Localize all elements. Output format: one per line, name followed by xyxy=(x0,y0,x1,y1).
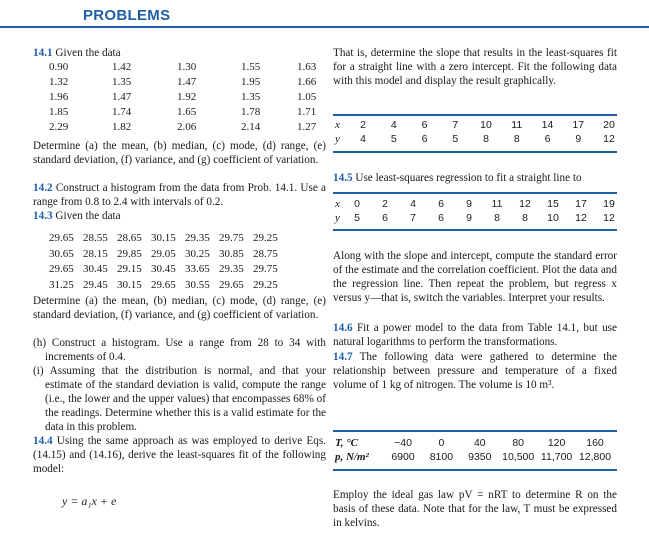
data-value: 28.75 xyxy=(253,247,278,260)
data-value: 29.35 xyxy=(219,263,244,275)
data-value: 29.15 xyxy=(117,263,142,275)
table-cell: 11,700 xyxy=(540,451,573,463)
data-value: 30.45 xyxy=(83,263,108,275)
data-value: 1.30 xyxy=(177,61,197,73)
problem-text: Use least-squares regression to fit a straight line to xyxy=(355,172,582,184)
data-value: 29.25 xyxy=(253,278,278,291)
table-cell: 8 xyxy=(513,133,520,145)
table-cell: 11 xyxy=(491,198,503,210)
data-value: 1.96 xyxy=(49,91,69,103)
problem-text: Construct a histogram from the data from Prob. 14.1. Use a range from 0.8 to 2.4 with intervals of 0.2. xyxy=(33,182,326,208)
table-cell: 160 xyxy=(586,437,604,449)
table-cell: 9 xyxy=(575,133,582,145)
data-value: 29.65 xyxy=(49,263,74,275)
table-rule-top xyxy=(333,430,617,432)
data-value: 1.05 xyxy=(297,91,317,103)
data-value: 28.65 xyxy=(117,232,142,244)
problem-14-6 xyxy=(333,321,617,349)
data-value: 1.55 xyxy=(241,61,261,73)
problem-14-1-intro xyxy=(33,46,326,60)
table-cell: 15 xyxy=(547,198,559,210)
problem-number: 14.4 xyxy=(33,435,53,447)
data-value: 33.65 xyxy=(185,263,210,275)
data-value: 30.15 xyxy=(117,278,142,291)
problem-14-4-data-table xyxy=(333,119,617,149)
data-value: 1.82 xyxy=(112,121,132,133)
data-value: 30.85 xyxy=(219,247,244,260)
data-value: 1.78 xyxy=(241,106,261,118)
data-value: 29.45 xyxy=(83,278,108,291)
data-value: 1.85 xyxy=(49,106,69,118)
table-cell: 40 xyxy=(473,437,486,449)
table-cell: 14 xyxy=(541,119,554,131)
table-cell: 12 xyxy=(603,133,615,145)
problem-14-5-after: Along with the slope and intercept, compute the standard error of the estimate and the correlation coefficient. Plot the data and the regression line. Then repeat the problem, but regress x versus y—that is, switch the variables. Interpret your results. xyxy=(333,250,617,304)
problem-number: 14.1 xyxy=(33,47,53,59)
data-value: 30.45 xyxy=(151,263,176,275)
table-cell: 10,500 xyxy=(502,451,535,463)
row-label: x xyxy=(335,119,340,131)
problem-text: Fit a power model to the data from Table 14.1, but use natural logarithms to perform the transformations. xyxy=(333,322,617,348)
problem-14-3-text: Determine (a) the mean, (b) median, (c) mode, (d) range, (e) standard deviation, (f) variance, and (g) coefficient of variation. xyxy=(33,295,326,321)
table-cell: 4 xyxy=(390,119,397,131)
problem-14-2 xyxy=(33,181,326,209)
row-label: x xyxy=(335,198,340,210)
problem-14-4 xyxy=(33,434,326,476)
table-cell: 80 xyxy=(512,437,525,449)
problem-14-3-intro xyxy=(33,209,326,223)
problem-14-4-continued: That is, determine the slope that results in the least-squares fit for a straight line with a zero intercept. Fit the following data with this model and display the result graphically. xyxy=(333,47,617,87)
data-value: 30.55 xyxy=(185,278,210,291)
table-rule-bottom xyxy=(333,151,617,153)
data-value: 29.65 xyxy=(151,278,176,291)
table-cell: 8 xyxy=(483,133,489,145)
table-cell: 20 xyxy=(603,119,615,131)
data-value: 29.65 xyxy=(219,278,244,291)
table-cell: 7 xyxy=(410,212,416,224)
table-cell: 7 xyxy=(452,119,459,131)
table-cell: 6 xyxy=(438,212,444,224)
problem-14-7-data-table xyxy=(333,437,617,467)
data-value: 29.85 xyxy=(117,247,142,260)
table-cell: 8 xyxy=(494,212,500,224)
table-cell: 9 xyxy=(466,198,472,210)
problem-14-1-data-grid xyxy=(49,61,329,137)
table-cell: 8 xyxy=(522,212,528,224)
problem-text: Using the same approach as was employed to derive Eqs. (14.15) and (14.16), derive the least-squares fit of the following model: xyxy=(33,435,326,475)
data-value: 2.14 xyxy=(241,121,261,133)
data-value: 1.42 xyxy=(112,61,132,73)
problem-14-1-text: Determine (a) the mean, (b) median, (c) mode, (d) range, (e) standard deviation, (f) variance, and (g) coefficient of variation. xyxy=(33,140,326,166)
problem-14-7 xyxy=(333,350,617,392)
data-value: 30.65 xyxy=(49,247,74,260)
table-rule-top xyxy=(333,192,617,194)
data-value: 1.74 xyxy=(112,106,132,118)
data-value: 1.95 xyxy=(241,76,261,88)
model-equation: y = a₁x + e xyxy=(62,494,117,508)
table-cell: 6900 xyxy=(391,451,415,463)
table-rule-bottom xyxy=(333,229,617,231)
table-cell: 2 xyxy=(360,119,366,131)
problem-14-3-part-i: (i) Assuming that the distribution is normal, and that your estimate of the standard deviation is valid, compute the range (i.e., the lower and the upper values) that encompasses 68% of the readings. Determine whether this is a valid estimate for the data in this problem. xyxy=(33,365,326,433)
data-value: 1.92 xyxy=(177,91,197,103)
data-value: 29.75 xyxy=(219,232,244,244)
table-cell: 9350 xyxy=(468,451,492,463)
table-cell: 12,800 xyxy=(578,451,612,463)
table-cell: 8100 xyxy=(429,451,454,463)
table-row xyxy=(333,451,617,465)
problem-text: The following data were gathered to determine the relationship between pressure and temperature of a fixed volume of 1 kg of nitrogen. The volume is 10 m³. xyxy=(333,351,617,391)
table-cell: 5 xyxy=(354,212,360,224)
problem-number: 14.6 xyxy=(333,322,353,334)
table-cell: 6 xyxy=(382,212,388,224)
problem-14-7-after: Employ the ideal gas law pV = nRT to determine R on the basis of these data. Note that for the law, T must be expressed in kelvins. xyxy=(333,489,617,529)
data-value: 29.05 xyxy=(151,247,176,260)
data-value: 30.15 xyxy=(151,232,176,244)
data-value: 1.27 xyxy=(297,121,317,133)
data-value: 29.35 xyxy=(185,232,210,244)
header-rule xyxy=(0,26,649,28)
table-row xyxy=(333,119,617,133)
table-cell: 9 xyxy=(466,212,472,224)
table-cell: 0 xyxy=(354,198,360,210)
problem-14-3-data-grid xyxy=(49,232,329,294)
table-cell: 12 xyxy=(519,198,531,210)
table-cell: 6 xyxy=(421,133,428,145)
table-cell: 6 xyxy=(438,198,444,210)
problem-14-3-part-h: (h) Construct a histogram. Use a range from 28 to 34 with increments of 0.4. xyxy=(33,337,326,363)
data-value: 1.71 xyxy=(297,106,317,118)
table-cell: 10 xyxy=(547,212,559,224)
table-cell: 6 xyxy=(421,119,428,131)
problem-number: 14.2 xyxy=(33,182,53,194)
table-row xyxy=(333,133,617,147)
problem-14-5 xyxy=(333,171,617,185)
table-row xyxy=(333,437,617,451)
data-value: 1.63 xyxy=(297,61,317,73)
data-value: 1.47 xyxy=(112,91,132,103)
table-row xyxy=(333,212,617,226)
data-value: 2.06 xyxy=(177,121,197,133)
data-value: 1.35 xyxy=(241,91,261,103)
table-row xyxy=(333,198,617,212)
table-cell: 4 xyxy=(360,133,366,145)
table-cell: 12 xyxy=(603,212,615,224)
problem-intro: Given the data xyxy=(55,210,121,222)
row-label: T, °C xyxy=(335,437,358,449)
section-header: PROBLEMS xyxy=(83,7,171,24)
table-cell: 5 xyxy=(452,133,459,145)
data-value: 31.25 xyxy=(49,278,74,291)
data-value: 2.29 xyxy=(49,121,69,133)
table-cell: 17 xyxy=(575,198,587,210)
data-value: 1.66 xyxy=(297,76,317,88)
data-value: 1.32 xyxy=(49,76,69,88)
problem-intro: Given the data xyxy=(55,47,121,59)
data-value: 29.65 xyxy=(49,232,74,244)
table-rule-top xyxy=(333,114,617,116)
problem-number: 14.7 xyxy=(333,351,353,363)
row-label: y xyxy=(335,212,340,224)
table-cell: 19 xyxy=(603,198,615,210)
table-cell: 10 xyxy=(480,119,492,131)
table-cell: 6 xyxy=(544,133,551,145)
table-cell: 120 xyxy=(547,437,566,449)
table-rule-bottom xyxy=(333,469,617,471)
problem-14-5-data-table xyxy=(333,198,617,228)
table-cell: 17 xyxy=(572,119,585,131)
data-value: 29.75 xyxy=(253,263,278,275)
table-cell: −40 xyxy=(394,437,412,449)
row-label: y xyxy=(335,133,340,145)
data-value: 1.35 xyxy=(112,76,132,88)
data-value: 29.25 xyxy=(253,232,278,244)
problem-number: 14.5 xyxy=(333,172,353,184)
table-cell: 2 xyxy=(382,198,388,210)
problem-number: 14.3 xyxy=(33,210,53,222)
row-label: p, N/m² xyxy=(335,451,369,463)
data-value: 28.15 xyxy=(83,247,108,260)
data-value: 30.25 xyxy=(185,247,210,260)
data-value: 28.55 xyxy=(83,232,108,244)
table-cell: 4 xyxy=(410,198,416,210)
table-cell: 5 xyxy=(390,133,397,145)
data-value: 0.90 xyxy=(49,61,69,73)
data-value: 1.47 xyxy=(177,76,197,88)
table-cell: 11 xyxy=(511,119,523,131)
data-value: 1.65 xyxy=(177,106,197,118)
table-cell: 12 xyxy=(575,212,587,224)
table-cell: 0 xyxy=(438,437,445,449)
